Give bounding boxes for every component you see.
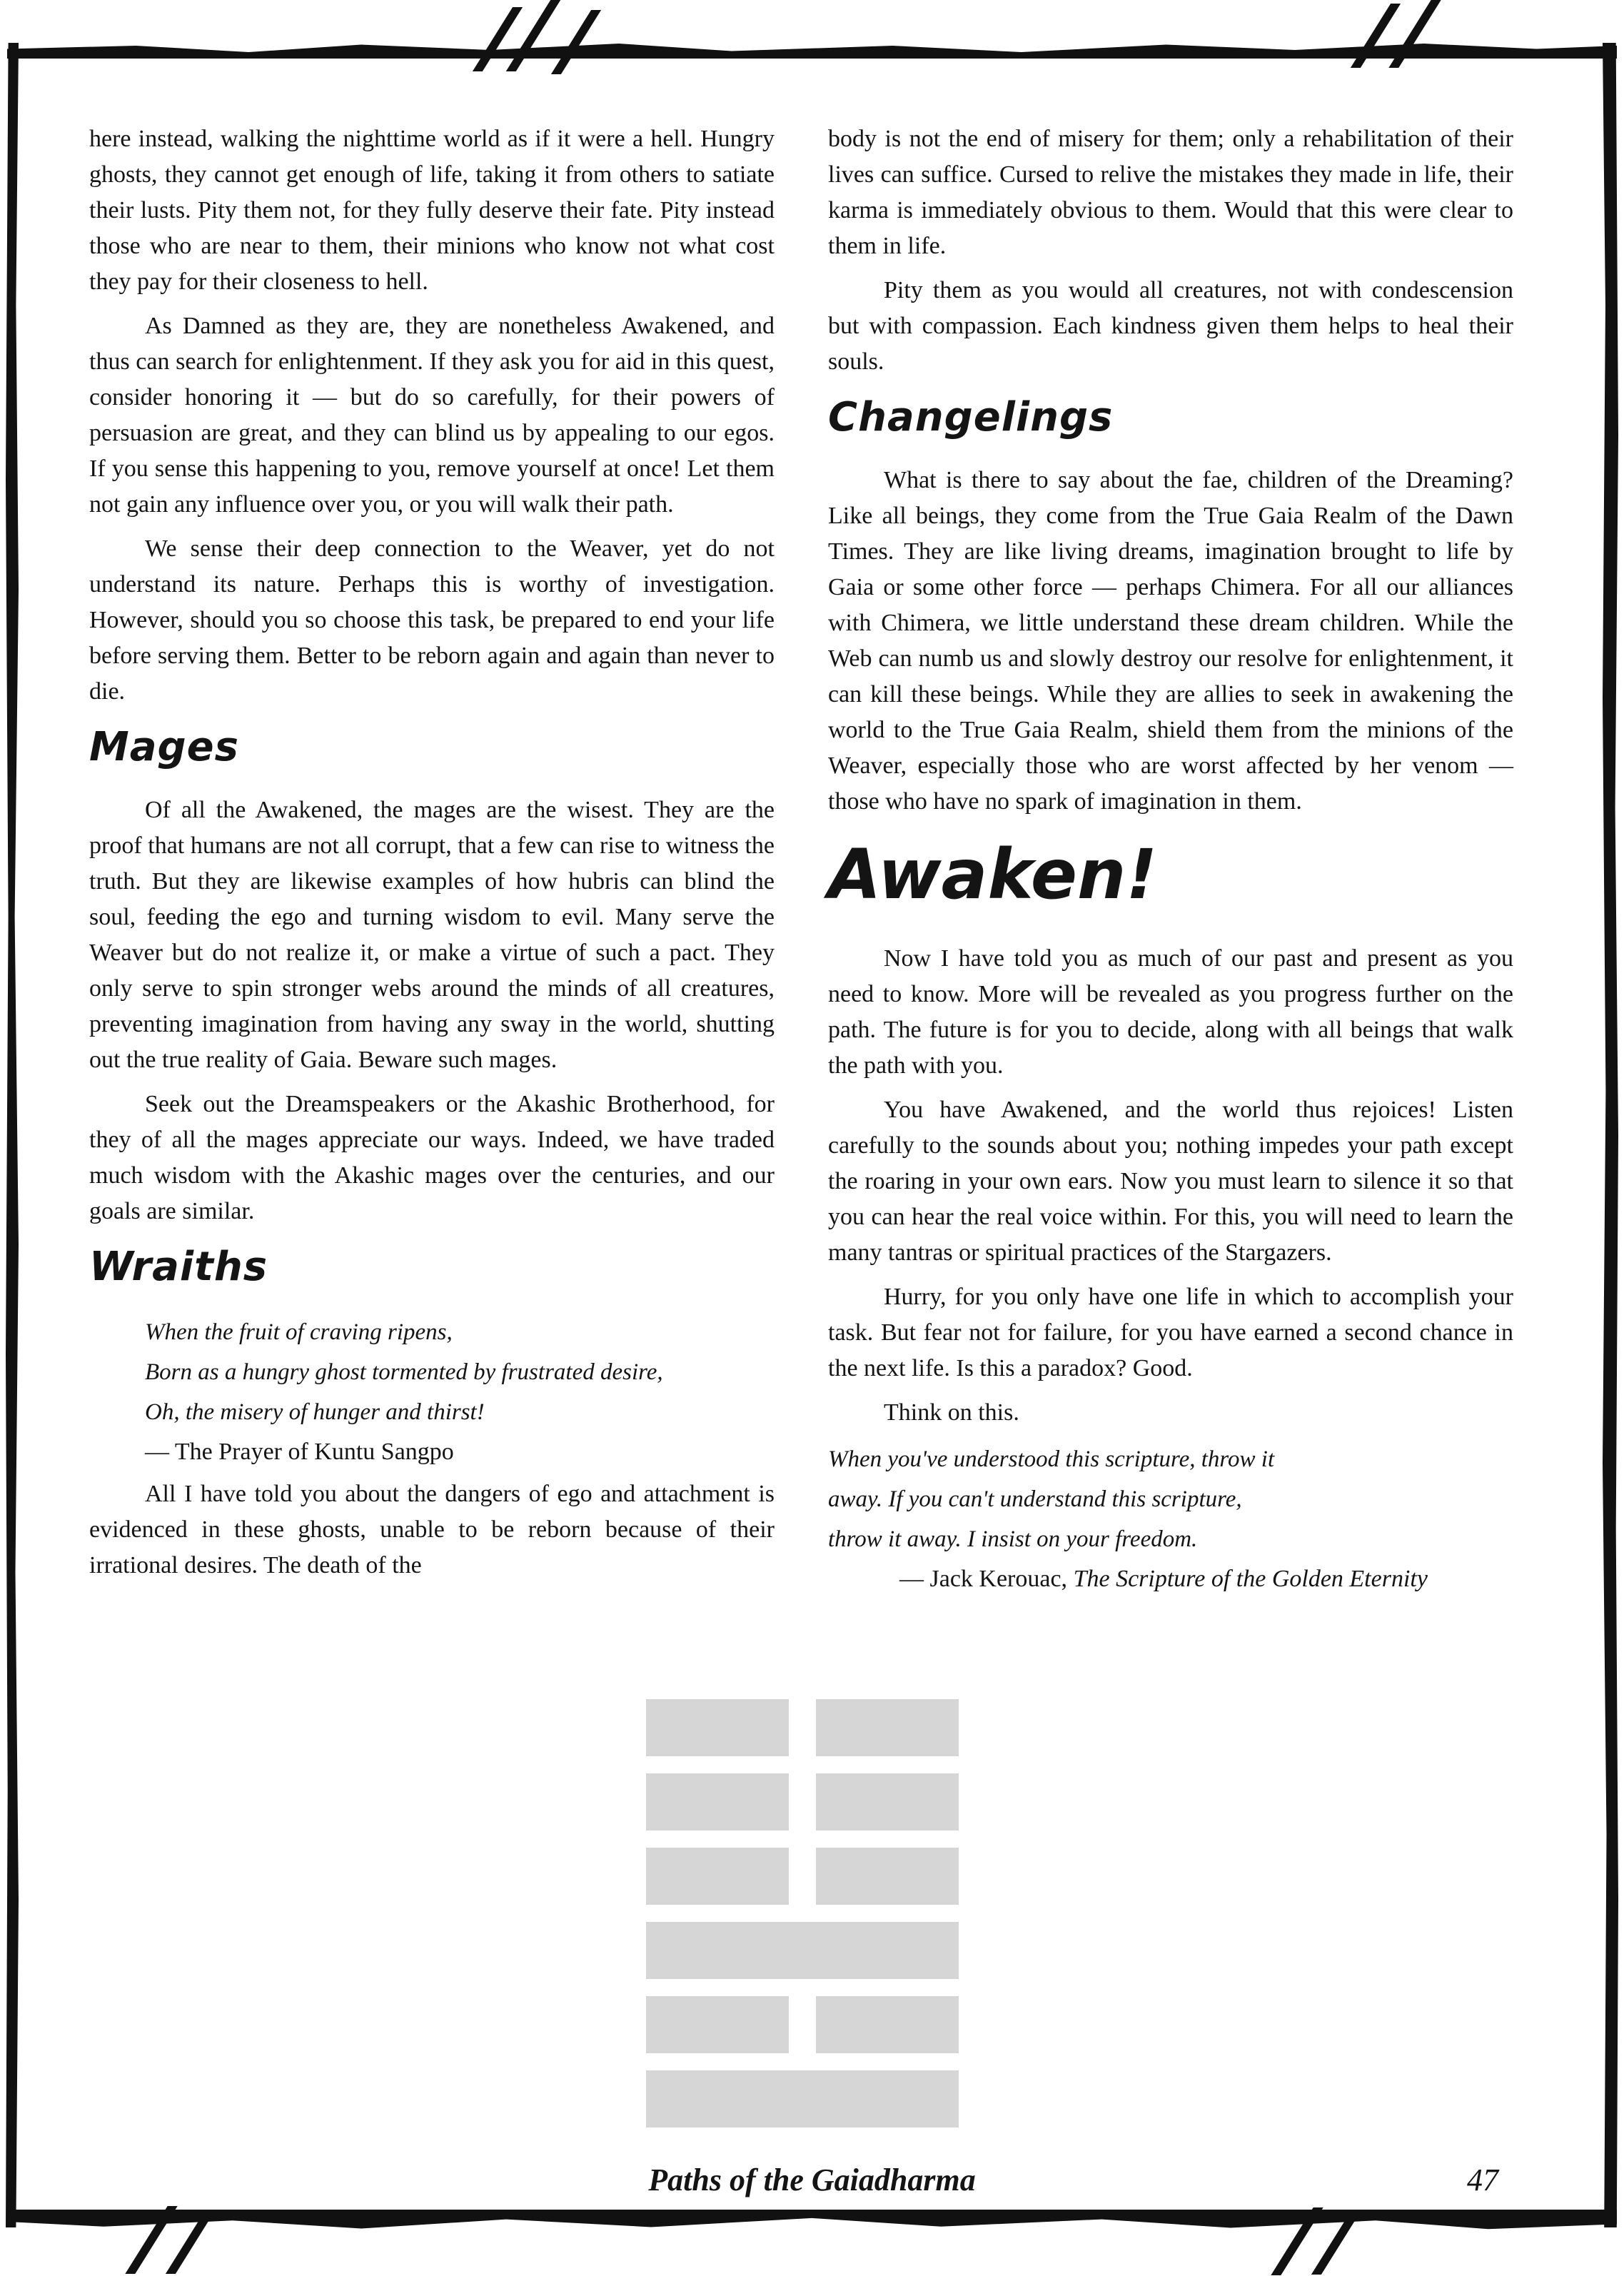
- body-paragraph: Pity them as you would all creatures, not with condescension but with compassion. Each kindness given them helps to heal their souls.: [828, 277, 1513, 375]
- body-paragraph: All I have told you about the dangers of ego and attachment is evidenced in these ghosts, unable to be reborn because of their irrational desires. The death of the: [89, 1481, 775, 1578]
- quote-line: When you've understood this scripture, throw it: [828, 1446, 1275, 1472]
- body-paragraph: Hurry, for you only have one life in which to accomplish your task. But fear not for failure, for you have earned a second chance in the next life. Is this a paradox? Good.: [828, 1284, 1513, 1381]
- section-heading-mages: Mages: [89, 724, 239, 770]
- body-paragraph: Now I have told you as much of our past and present as you need to know. More will be revealed as you progress further on the path. The future is for you to decide, along with all beings that walk the path with you.: [828, 945, 1513, 1079]
- frame-left-border: [6, 43, 19, 2227]
- body-paragraph: Of all the Awakened, the mages are the wisest. They are the proof that humans are not all corrupt, that a few can rise to witness the truth. But they are likewise examples of how hubris can blind the soul, feeding the ego and turning wisdom to evil. Many serve the Weaver but do not realize it, or make a virtue of such a pact. They only serve to spin stronger webs around the minds of all creatures, preventing imagination from having any sway in the world, shutting out the true reality of Gaia. Beware such mages.: [89, 797, 775, 1073]
- frame-bottom-border: [7, 2210, 1617, 2234]
- section-heading-awaken: Awaken!: [828, 835, 1158, 915]
- brush-slash-decoration: [551, 10, 601, 74]
- section-heading-changelings: Changelings: [828, 394, 1114, 440]
- body-paragraph: You have Awakened, and the world thus rejoices! Listen carefully to the sounds about you; nothing impedes your path except the roaring in your own ears. Now you must learn to silence it so that you can hear the real voice within. For this, you will need to learn the many tantras or spiritual practices of the Stargazers.: [828, 1097, 1513, 1266]
- body-paragraph: As Damned as they are, they are nonetheless Awakened, and thus can search for enlightenment. If they ask you for aid in this quest, consider honoring it — but do so carefully, for their powers of persuasion are great, and they can blind us by appealing to our egos. If you sense this happening to you, remove yourself at once! Let them not gain any influence over you, or you will walk their path.: [89, 313, 775, 518]
- body-paragraph: We sense their deep connection to the Weaver, yet do not understand its nature. Perhaps this is worthy of investigation. However, should you so choose this task, be prepared to end your life before serving them. Better to be reborn again and again than never to die.: [89, 535, 775, 705]
- hexagram-icon: [646, 1699, 959, 2145]
- page-number: 47: [1467, 2162, 1498, 2197]
- body-paragraph: Think on this.: [884, 1399, 1019, 1426]
- frame-right-border: [1603, 43, 1618, 2227]
- section-heading-wraiths: Wraiths: [89, 1244, 268, 1290]
- verse-line: When the fruit of craving ripens,: [145, 1319, 453, 1345]
- right-column: [828, 121, 1513, 1599]
- verse-attribution: — The Prayer of Kuntu Sangpo: [145, 1439, 454, 1465]
- quote-attribution-author: — Jack Kerouac,: [899, 1566, 1074, 1592]
- verse-line: Born as a hungry ghost tormented by frustrated desire,: [145, 1359, 663, 1385]
- quote-line: away. If you can't understand this scripture,: [828, 1486, 1242, 1512]
- quote-attribution-title: The Scripture of the Golden Eternity: [1073, 1566, 1428, 1592]
- footer-book-title: Paths of the Gaiadharma: [648, 2162, 976, 2197]
- quote-line: throw it away. I insist on your freedom.: [828, 1526, 1198, 1552]
- left-column: [89, 121, 775, 1592]
- verse-line: Oh, the misery of hunger and thirst!: [145, 1399, 485, 1425]
- body-paragraph: here instead, walking the nighttime world as if it were a hell. Hungry ghosts, they cannot get enough of life, taking it from others to satiate their lusts. Pity them not, for they fully deserve their fate. Pity instead those who are near to them, their minions who know not what cost they pay for their closeness to hell.: [89, 126, 775, 295]
- body-paragraph: What is there to say about the fae, children of the Dreaming? Like all beings, they come from the True Gaia Realm of the Dawn Times. They are like living dreams, imagination brought to life by Gaia or some other force — perhaps Chimera. For all our alliances with Chimera, we little understand these dream children. While the Web can numb us and slowly destroy our resolve for enlightenment, it can kill these beings. While they are allies to seek in awakening the world to the True Gaia Realm, shield them from the minions of the Weaver, especially those who are worst affected by her venom — those who have no spark of imagination in them.: [828, 467, 1513, 815]
- quote-attribution: [828, 1559, 1513, 1599]
- body-paragraph: Seek out the Dreamspeakers or the Akashic Brotherhood, for they of all the mages appreciate our ways. Indeed, we have traded much wisdom with the Akashic mages over the centuries, and our goals are similar.: [89, 1091, 775, 1224]
- body-paragraph: body is not the end of misery for them; only a rehabilitation of their lives can suffice. Cursed to relive the mistakes they made in life, their karma is immediately obvious to them. Would that this were clear to them in life.: [828, 126, 1513, 259]
